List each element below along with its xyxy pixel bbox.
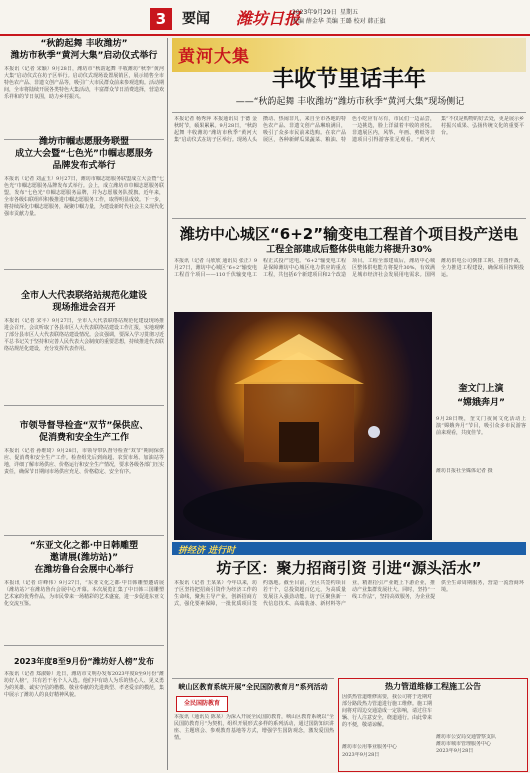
newspaper-logo: 潍坊日报 (236, 9, 301, 28)
article-title: 2023年度8至9月份“潍坊好人榜”发布 (14, 657, 154, 666)
column-divider (167, 38, 168, 770)
photo-title: 奎文门上演 (458, 384, 504, 394)
notice-date: 2023年9月28日 (342, 752, 380, 758)
notice-body: 因供热管道维修需要，我公司将于近期对部分路段热力管道进行施工维修。施工期间将对周边交通造成一定影响，请过往车辆、行人注意安全，绕道通行。由此带来的不便，敬请谅解。 (342, 694, 432, 728)
article-body: 本报讯（记者 刘孟玉）9月27日，潍坊市帼志愿服务联盟成立大会暨“七色光”巾帼志愿服务品牌发布式举行。会上，成立潍坊市巾帼志愿服务联盟，发布“七色光”巾帼志愿服务品牌，并为志愿服务队授旗。近年来，全市各级妇联组织积极推进巾帼志愿服务工作，取得明显成效。下一步，将持续深化巾帼志愿服务，凝聚巾帼力量，为建设新时代社会主义现代化强市贡献力量。 (4, 176, 164, 217)
article-body: 本报讯（记者 宋颖）9月28日，潍坊市“秋韵起舞 丰收潍坊”秋季“黄河大集”启动仪式在坊子区举行。启动仪式现场设置展销区，展示销售全市特色农产品、非遗文创产品等，吸引广大市民群众前来参观选购。活动期间，全市将陆续开展各类特色大集活动，丰富群众节日消费选择，营造欢乐祥和的节日氛围，助力乡村振兴。 (4, 66, 164, 100)
divider (172, 678, 334, 679)
article-title: “东亚文化之都·中日韩雕塑 (29, 541, 139, 551)
main-article-body: 本报记者 杨秀萍 本报通讯员 于德 金秋时节，硕果累累。9月28日，“秋韵起舞 丰收潍坊”潍坊市秋季“黄河大集”启动仪式在坊子区举行。现场人头攒动、热闹非凡，来自全市各地的特色农产品、非遗文创产品琳琅满目，吸引了众多市民前来选购。在农产品展区，各种新鲜瓜果蔬菜、粮油、特色小吃应有尽有，市民们一边品尝，一边挑选，脸上洋溢着丰收的喜悦。非遗展区内，风筝、年画、剪纸等非遗项目引得游客驻足观看。“黄河大集”不仅是购物的好去处，更是展示乡村振兴成果、弘扬传统文化的重要平台。 (174, 116, 524, 143)
article-title: 在潍坊鲁台会展中心举行 (34, 565, 134, 575)
divider (172, 112, 526, 113)
divider (4, 535, 164, 536)
notice-side-sign: 潍坊市城市管理服务中心 (436, 741, 492, 747)
article-title: “秋韵起舞 丰收潍坊” (40, 39, 128, 49)
defense-education-title: 峡山区教育系统开展“全民国防教育月”系列活动 (178, 683, 328, 691)
defense-education-tag: 全民国防教育 (176, 696, 228, 712)
article-title: 品牌发布式举行 (52, 161, 116, 171)
article-title: 潍坊市秋季“黄河大集”启动仪式举行 (10, 51, 158, 61)
divider (4, 645, 164, 646)
article-title: 促消费和安全生产工作 (38, 433, 129, 443)
divider (4, 405, 164, 406)
article-body: 本报讯（记者 孙维琦）9月28日，市领导带队督导检查“双节”期间保供应、促消费和安全生产工作。检查组先后到商超、农贸市场、加油站等地，详细了解市场供应、价格运行和安全生产情况，要求各级各部门压实责任，确保节日期间市场供应充足、价格稳定、安全有序。 (4, 448, 164, 475)
defense-education-body: 本报讯（通讯员 陈某）为深入开展全民国防教育，峡山区教育系统以“全民国防教育月”为契机，组织开展形式多样的系列活动，通过国防知识讲座、主题班会、参观教育基地等方式，增强学生国防观念，激发爱国热情。 (174, 714, 334, 741)
article-good-people (4, 656, 164, 767)
fangzi-title: 坊子区：聚力招商引资 引进“源头活水” (216, 559, 482, 577)
main-subheadline: ——“秋韵起舞 丰收潍坊”潍坊市秋季“黄河大集”现场侧记 (235, 97, 465, 107)
divider (4, 269, 164, 270)
editors-line: 责编 薛金华 美编 王璐 校对 韩正旗 (292, 18, 386, 25)
notice-side-sign: 潍坊市公安局交通警察支队 (436, 734, 497, 740)
band-title: 黄河大集 (178, 47, 250, 67)
article-autumn-fair (4, 38, 164, 143)
notice-side (436, 694, 524, 766)
photo-credit: 潍坊日报社全媒体记者 摄 (436, 468, 493, 474)
notice-side-body (436, 694, 524, 734)
power-project-title: 潍坊中心城区“6+2”输变电工程首个项目投产送电 (179, 225, 519, 243)
article-npc (4, 290, 164, 409)
section-title: 要闻 (182, 11, 210, 27)
power-project-subtitle: 工程全部建成后整体供电能力将提升30% (266, 245, 432, 255)
article-body: 本报讯（记者 许峰伟）9月27日，“东亚文化之都·中日韩雕塑邀请展（潍坊站）”在潍坊鲁台会展中心开幕。本次展览汇集了中日韩三国雕塑艺术家的优秀作品，为市民带来一场精彩的艺术盛宴，进一步促进东亚文化交流互鉴。 (4, 580, 164, 607)
article-title: 成立大会暨“七色光”巾帼志愿服务 (15, 149, 153, 159)
notice-side-date: 2023年9月28日 (436, 748, 474, 754)
notice-signature: 潍坊市公用事业服务中心 (342, 744, 398, 750)
article-holiday-inspection (4, 420, 164, 539)
issue-weekday: 星期五 (340, 9, 359, 16)
kuiwen-gate-night-photo (174, 312, 432, 540)
article-title: 现场推进会召开 (52, 303, 116, 313)
page-number: 3 (150, 8, 172, 30)
divider (172, 218, 526, 219)
article-title: 邀请展(潍坊站)” (49, 553, 119, 563)
notice-title: 热力管道维修工程施工公告 (385, 682, 481, 691)
gate-illustration (174, 312, 432, 540)
banner-label: 拼经济 进行时 (178, 546, 236, 556)
photo-side-panel (436, 312, 526, 540)
article-sculpture (4, 540, 164, 649)
article-volunteer (4, 136, 164, 273)
fangzi-body: 本报讯（记者 王某某）今年以来，坊子区坚持把招商引资作为经济工作的生命线，聚焦主导产业，创新招商方式，强化要素保障，一批优质项目签约落地。截至目前，全区共签约项目若干个，总投资超百亿元，为高质量发展注入强劲动能。坊子区聚焦新一代信息技术、高端装备、新材料等产业，精准招引产业链上下游企业，推动产业集群发展壮大。同时，坚持“一线工作法”，坚持高效服务，为企业提供全生命周期服务，营造一流营商环境。 (174, 580, 524, 607)
article-title: 潍坊市帼志愿服务联盟 (38, 137, 129, 147)
issue-date: 2023年9月29日 (292, 9, 337, 16)
photo-caption: 9月28日晚，奎文门夜间文化活动上演“嫦娥奔月”节目，吸引众多市民游客前来观看，共度佳节。 (436, 416, 526, 436)
main-headline: 丰收节里话丰年 (271, 67, 426, 92)
article-title: 市领导督导检查“双节”保供应、 (19, 421, 149, 431)
photo-title: “嫦娥奔月” (457, 398, 505, 408)
article-title: 全市人大代表联络站规范化建设 (20, 291, 147, 301)
article-body: 本报讯（记者 郑淑娇）近日，潍坊市文明办发布2023年度8至9月份“潍坊好人榜”，共有若干名个人入选。他们中有助人为乐的热心人、见义勇为的英雄、诚实守信的楷模、敬业奉献的先进典型、孝老爱亲的模范，集中展示了潍坊人的良好精神风貌。 (4, 671, 164, 698)
article-body: 本报讯（记者 宋平）9月27日，全市人大代表联络站规范化建设现场推进会召开。会议听取了各县市区人大代表联络站建设工作汇报，实地观摩了部分县市区人大代表联络站建设情况。会议强调，要深入学习贯彻习近平总书记关于坚持和完善人民代表大会制度的重要思想，持续推进代表联络站规范化建设，充分发挥代表作用。 (4, 318, 164, 352)
power-project-body: 本报讯（记者 马欣欣 通讯员 张正）9月27日，潍坊中心城区“6+2”输变电工程首个项目——110千伏输变电工程正式投产送电。“6+2”输变电工程是保障潍坊中心城区电力供应的重点工程，共包括6个新建项目和2个改造项目。工程全部建成后，潍坊中心城区整体供电能力将提升30%，有效满足城市经济社会发展用电需求。国网潍坊供电公司倒排工期、挂图作战，全力推进工程建设，确保项目按期投运。 (174, 258, 524, 278)
